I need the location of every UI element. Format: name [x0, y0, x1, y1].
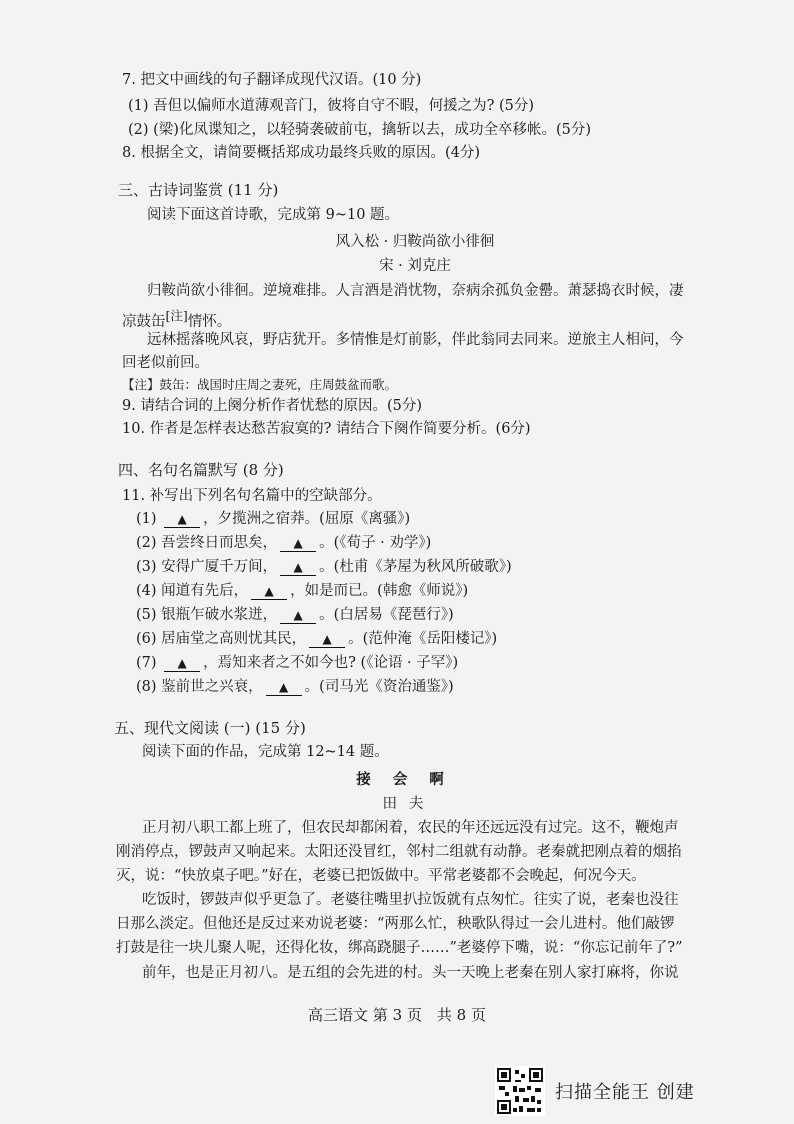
q11-text: 11. 补写出下列名句名篇中的空缺部分。 [122, 488, 382, 504]
fill-blank[interactable]: ▲ [164, 655, 200, 672]
para1-line-3: 灭，说：“快放桌子吧。”好在，老婆已把饭做中。平常老婆都不会晚起，何况今天。 [116, 868, 646, 884]
recite-item-3 [136, 557, 512, 577]
item-number: (2) [136, 535, 157, 551]
para2-line-2: 日那么淡定。但他还是反过来劝说老婆：“两那么忙，秧歌队得过一会儿进村。他们敲锣 [116, 916, 675, 932]
poem-note-marker: [注] [165, 308, 188, 323]
item-text: 。(范仲淹《岳阳楼记》) [348, 631, 498, 647]
item-number: (6) [136, 631, 157, 647]
q10-text: 10. 作者是怎样表达愁苦寂寞的? 请结合下阕作简要分析。(6分) [122, 421, 531, 437]
recite-item-7 [136, 653, 458, 673]
q8-text: 8. 根据全文，请简要概括郑成功最终兵败的原因。(4分) [122, 145, 480, 161]
recite-item-6 [136, 629, 497, 649]
item-text: ，如是而已。(韩愈《师说》) [290, 583, 469, 599]
item-text: 鉴前世之兴衰， [161, 679, 263, 695]
item-text: ，夕揽洲之宿莽。(屈原《离骚》) [203, 511, 411, 527]
para1-line-2: 刚消停点，锣鼓声又响起来。太阳还没冒红，邻村二组就有动静。老秦就把刚点着的烟掐 [116, 844, 682, 860]
item-text: 居庙堂之高则忧其民， [161, 631, 307, 647]
recite-item-2 [136, 533, 431, 553]
item-text: 。(司马光《资治通鉴》) [304, 679, 454, 695]
page-footer: 高三语文 第 3 页 共 8 页 [308, 1006, 486, 1024]
poem-author: 宋 · 刘克庄 [379, 258, 451, 274]
recite-item-4 [136, 581, 468, 601]
item-text: ，焉知来者之不如今也? (《论语 · 子罕》) [203, 655, 459, 671]
section3-intro: 阅读下面这首诗歌，完成第 9~10 题。 [147, 207, 400, 223]
poem-line-4: 回老似前回。 [122, 355, 209, 371]
section4-heading: 四、名句名篇默写 (8 分) [118, 461, 284, 479]
q7-title: 7. 把文中画线的句子翻译成现代汉语。(10 分) [122, 72, 422, 88]
section5-intro: 阅读下面的作品，完成第 12~14 题。 [142, 744, 389, 760]
scanner-watermark: 扫描全能王 创建 [555, 1082, 695, 1103]
poem-line-1: 归鞍尚欲小徘徊。逆境难排。人言酒是消忧物，奈病余孤负金罍。萧瑟捣衣时候，凄 [147, 283, 684, 299]
poem-line-3: 远林摇落晚风哀，野店犹开。多情惟是灯前影，伴此翁同去同来。逆旅主人相问，今 [147, 332, 684, 348]
poem-note: 【注】鼓缶：战国时庄周之妻死，庄周鼓盆而歌。 [122, 377, 398, 392]
q9-text: 9. 请结合词的上阕分析作者忧愁的原因。(5分) [122, 398, 422, 414]
poem-line-2-text-b: 情怀。 [187, 313, 232, 330]
recite-item-8 [136, 677, 454, 697]
item-number: (8) [136, 679, 157, 695]
para2-line-1: 吃饭时，锣鼓声似乎更急了。老婆往嘴里扒拉饭就有点匆忙。往实了说，老秦也没往 [142, 892, 679, 908]
fill-blank[interactable]: ▲ [251, 583, 287, 600]
poem-line-2-text-a: 凉鼓缶 [122, 313, 166, 330]
fill-blank[interactable]: ▲ [280, 535, 316, 552]
fill-blank[interactable]: ▲ [266, 679, 302, 696]
article-title: 接会啊 [356, 771, 466, 788]
para3-line-1: 前年，也是正月初八。是五组的会先进的村。头一天晚上老秦在别人家打麻将，你说 [142, 965, 679, 981]
para1-line-1: 正月初八职工都上班了，但农民却都闲着，农民的年还远远没有过完。这不，鞭炮声 [142, 820, 679, 836]
item-number: (4) [136, 583, 157, 599]
item-text: 银瓶乍破水浆迸， [161, 607, 278, 623]
item-text: 安得广厦千万间， [161, 559, 278, 575]
q7-sentence-1: (1) 吾但以偏师水道薄观音门，彼将自守不暇，何援之为? (5分) [128, 98, 535, 114]
item-text: 吾尝终日而思矣， [161, 535, 278, 551]
fill-blank[interactable]: ▲ [280, 607, 316, 624]
item-number: (1) [136, 511, 157, 527]
fill-blank[interactable]: ▲ [280, 559, 316, 576]
fill-blank[interactable]: ▲ [309, 631, 345, 648]
poem-title: 风入松 · 归鞍尚欲小徘徊 [335, 234, 495, 250]
item-text: 闻道有先后， [161, 583, 249, 599]
q7-sentence-2: (2) (梁)化凤谍知之，以轻骑袭破前屯，擒斩以去，成功全卒移帐。(5分) [128, 122, 591, 138]
recite-item-5 [136, 605, 454, 625]
para2-line-3: 打鼓是往一块儿聚人呢，还得化妆，绑高跷腿子……”老婆停下嘴，说：“你忘记前年了?” [116, 940, 683, 956]
recite-item-1 [136, 509, 410, 529]
article-author: 田夫 [382, 796, 436, 812]
item-number: (7) [136, 655, 157, 671]
item-text: 。(《荀子 · 劝学》) [319, 535, 432, 551]
item-text: 。(白居易《琵琶行》) [319, 607, 454, 623]
item-number: (3) [136, 559, 157, 575]
item-number: (5) [136, 607, 157, 623]
section5-heading: 五、现代文阅读 (一) (15 分) [114, 719, 306, 737]
item-text: 。(杜甫《茅屋为秋风所破歌》) [319, 559, 512, 575]
fill-blank[interactable]: ▲ [164, 511, 200, 528]
poem-line-2 [122, 306, 231, 332]
qr-code-icon [495, 1066, 545, 1116]
section3-heading: 三、古诗词鉴赏 (11 分) [118, 181, 279, 199]
